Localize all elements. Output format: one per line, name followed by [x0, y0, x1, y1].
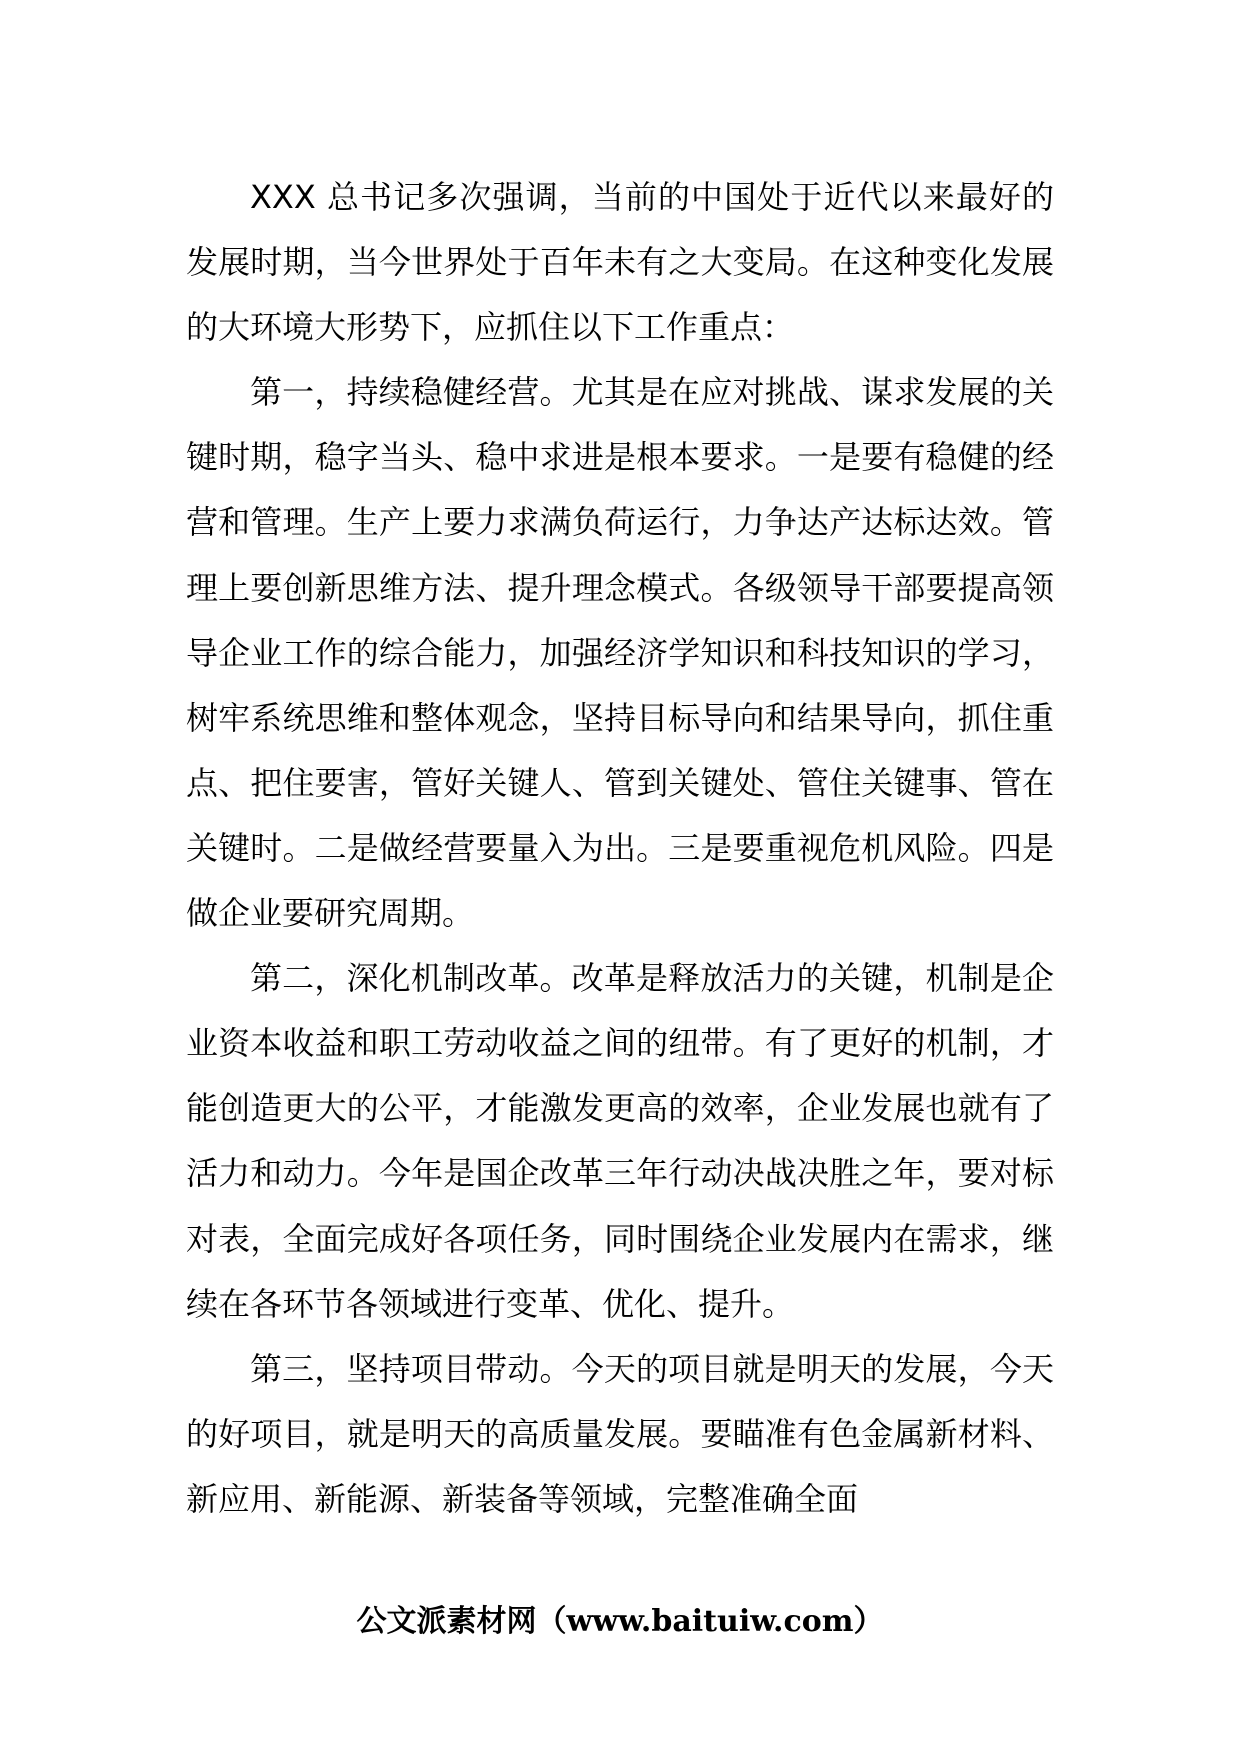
paragraph-first: 第一，持续稳健经营。尤其是在应对挑战、谋求发展的关键时期，稳字当头、稳中求进是根本要求。一是要有稳健的经营和管理。生产上要力求满负荷运行，力争达产达标达效。管理上要创新思维方法、提升理念模式。各级领导干部要提高领导企业工作的综合能力，加强经济学知识和科技知识的学习，树牢系统思维和整体观念，坚持目标导向和结果导向，抓住重点、把住要害，管好关键人、管到关键处、管住关键事、管在关键时。二是做经营要量入为出。三是要重视危机风险。四是做企业要研究周期。	[186, 373, 1054, 933]
page-footer-watermark: 公文派素材网（www.baituiw.com）	[356, 1604, 884, 1639]
paragraph-second: 第二，深化机制改革。改革是释放活力的关键，机制是企业资本收益和职工劳动收益之间的纽带。有了更好的机制，才能创造更大的公平，才能激发更高的效率，企业发展也就有了活力和动力。今年是国企改革三年行动决战决胜之年，要对标对表，全面完成好各项任务，同时围绕企业发展内在需求，继续在各环节各领域进行变革、优化、提升。	[186, 959, 1054, 1323]
paragraph-intro: XXX 总书记多次强调，当前的中国处于近代以来最好的发展时期，当今世界处于百年未有之大变局。在这种变化发展的大环境大形势下，应抓住以下工作重点：	[186, 178, 1054, 347]
paragraph-third: 第三，坚持项目带动。今天的项目就是明天的发展，今天的好项目，就是明天的高质量发展。要瞄准有色金属新材料、新应用、新能源、新装备等领域，完整准确全面	[186, 1349, 1054, 1518]
document-body	[186, 165, 1054, 1532]
